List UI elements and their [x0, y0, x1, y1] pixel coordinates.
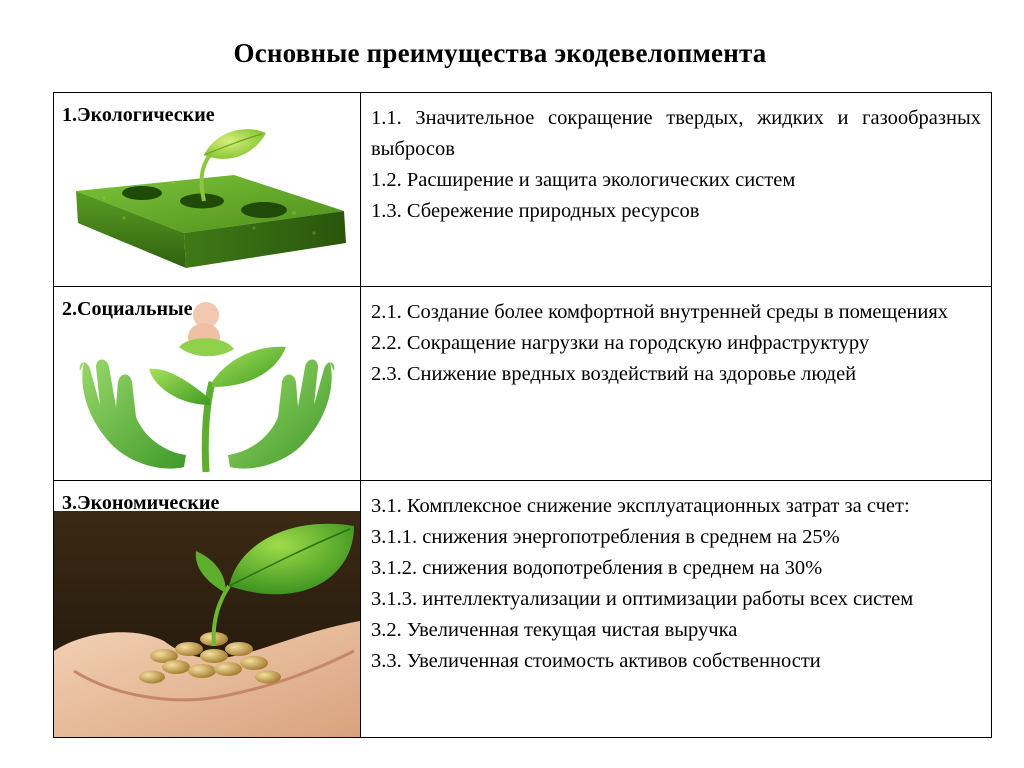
list-item: 1.3. Сбережение природных ресурсов [371, 200, 700, 222]
list-item: 3.1. Комплексное снижение эксплуатационных затрат за счет: [371, 495, 910, 517]
benefits-table [53, 92, 992, 738]
list-item: 3.2. Увеличенная текущая чистая выручка [371, 619, 738, 641]
category-cell-ecological [54, 93, 361, 287]
list-item: 1.2. Расширение и защита экологических систем [371, 169, 796, 191]
description-cell-economic [361, 481, 992, 738]
table-row-economic [54, 481, 992, 738]
list-item: 2.3. Снижение вредных воздействий на здоровье людей [371, 363, 857, 385]
table-row-ecological [54, 93, 992, 287]
category-label-social: 2.Социальные [62, 298, 193, 320]
description-cell-ecological [361, 93, 992, 287]
category-cell-economic [54, 481, 361, 738]
table-row-social [54, 287, 992, 481]
list-item: 3.1.2. снижения водопотребления в среднем на 30% [371, 557, 823, 579]
list-item: 3.3. Увеличенная стоимость активов собственности [371, 650, 821, 672]
page-title: Основные преимущества экодевелопмента [233, 38, 767, 68]
list-item: 1.1. Значительное сокращение твердых, жидких и газообразных выбросов [371, 107, 981, 160]
list-item: 2.2. Сокращение нагрузки на городскую инфраструктуру [371, 332, 870, 354]
list-item: 3.1.3. интеллектуализации и оптимизации работы всех систем [371, 588, 914, 610]
list-item: 2.1. Создание более комфортной внутренней среды в помещениях [371, 301, 949, 323]
category-cell-social [54, 287, 361, 481]
hands-coins-leaf-icon [54, 481, 360, 737]
list-item: 3.1.1. снижения энергопотребления в среднем на 25% [371, 526, 840, 548]
category-label-ecological: 1.Экологические [62, 104, 215, 126]
description-cell-social [361, 287, 992, 481]
category-label-economic: 3.Экономические [62, 492, 220, 514]
